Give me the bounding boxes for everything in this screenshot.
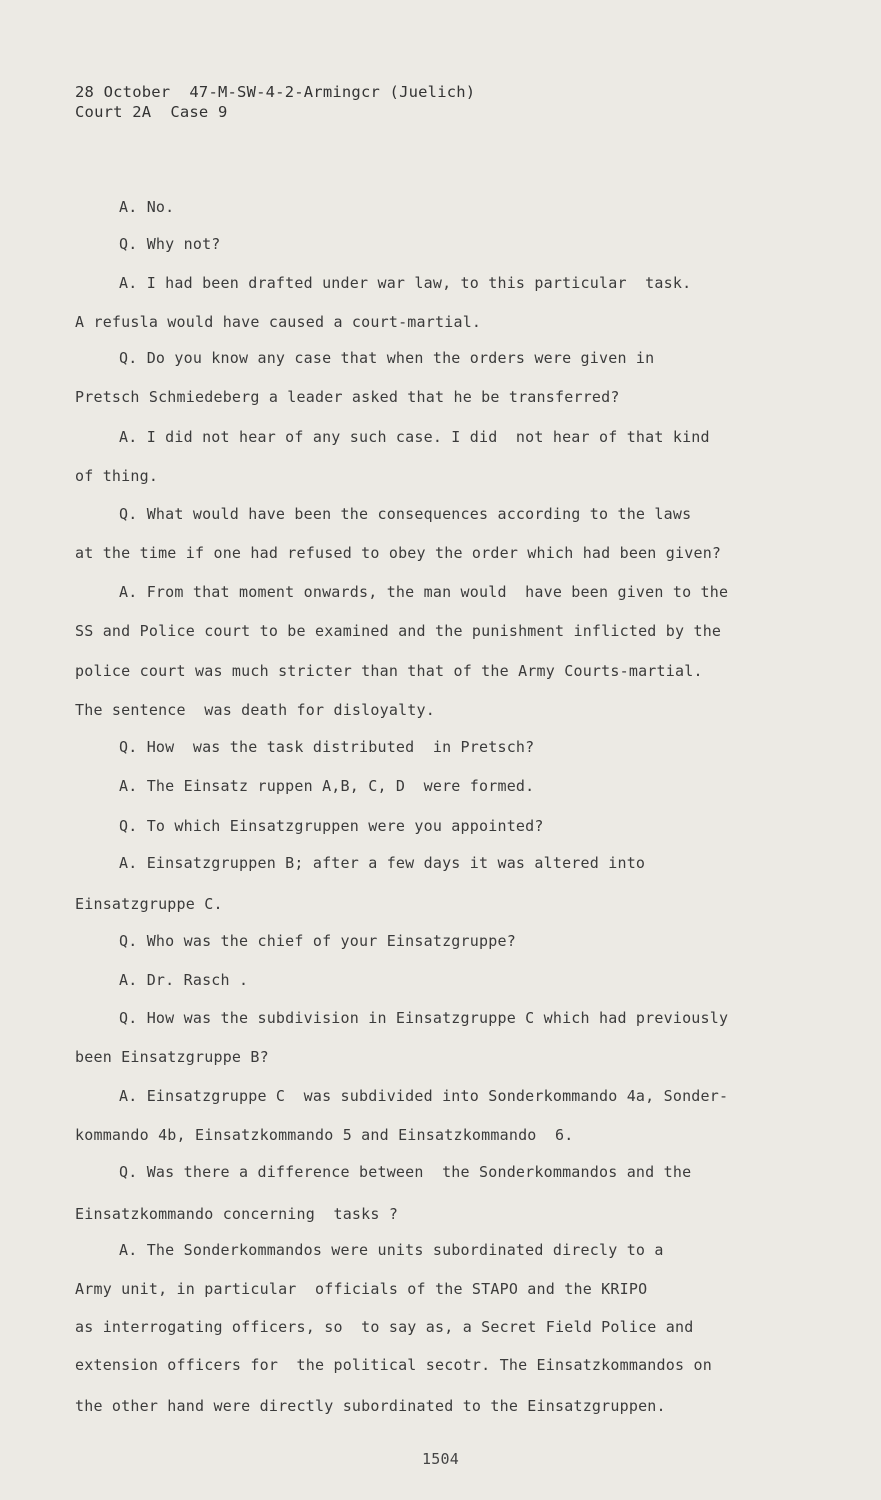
text-line: A. Einsatzgruppe C was subdivided into Sonderkommando 4a, Sonder- — [119, 1087, 729, 1105]
text-line: The sentence was death for disloyalty. — [75, 701, 435, 719]
text-line: Q. Who was the chief of your Einsatzgruppe? — [119, 932, 516, 950]
text-line: A. Einsatzgruppen B; after a few days it was altered into — [119, 854, 646, 872]
text-line: A. From that moment onwards, the man would have been given to the — [119, 583, 729, 601]
text-line: of thing. — [75, 467, 159, 485]
text-line: at the time if one had refused to obey the order which had been given? — [75, 544, 722, 562]
text-line: as interrogating officers, so to say as, a Secret Field Police and — [75, 1318, 694, 1336]
text-line: A. The Sonderkommandos were units subordinated direcly to a — [119, 1241, 664, 1259]
text-line: police court was much stricter than that of the Army Courts-martial. — [75, 662, 703, 680]
text-line: Q. How was the subdivision in Einsatzgruppe C which had previously — [119, 1009, 729, 1027]
text-line: Einsatzgruppe C. — [75, 895, 223, 913]
header-line-court: Court 2A Case 9 — [75, 103, 228, 121]
text-line: Q. How was the task distributed in Pretsch? — [119, 738, 535, 756]
text-line: the other hand were directly subordinated to the Einsatzgruppen. — [75, 1397, 666, 1415]
text-line: Q. What would have been the consequences according to the laws — [119, 505, 692, 523]
text-line: Q. Do you know any case that when the orders were given in — [119, 349, 655, 367]
page-number: 1504 — [422, 1450, 459, 1468]
text-line: A. Dr. Rasch . — [119, 971, 249, 989]
text-line: A. I did not hear of any such case. I did not hear of that kind — [119, 428, 710, 446]
text-line: been Einsatzgruppe B? — [75, 1048, 269, 1066]
header-line-date-case: 28 October 47-M-SW-4-2-Armingcr (Juelich) — [75, 83, 476, 101]
document-header — [75, 82, 475, 122]
text-line: A. I had been drafted under war law, to this particular task. — [119, 274, 692, 292]
text-line: Einsatzkommando concerning tasks ? — [75, 1205, 399, 1223]
text-line: kommando 4b, Einsatzkommando 5 and Einsatzkommando 6. — [75, 1126, 574, 1144]
text-line: extension officers for the political secotr. The Einsatzkommandos on — [75, 1356, 712, 1374]
text-line: Army unit, in particular officials of the STAPO and the KRIPO — [75, 1280, 648, 1298]
text-line: Q. Was there a difference between the Sonderkommandos and the — [119, 1163, 692, 1181]
text-line: Pretsch Schmiedeberg a leader asked that he be transferred? — [75, 388, 620, 406]
text-line: SS and Police court to be examined and the punishment inflicted by the — [75, 622, 722, 640]
text-line: A. No. — [119, 198, 175, 216]
text-line: Q. To which Einsatzgruppen were you appointed? — [119, 817, 544, 835]
text-line: A refusla would have caused a court-martial. — [75, 313, 482, 331]
text-line: A. The Einsatz ruppen A,B, C, D were formed. — [119, 777, 535, 795]
text-line: Q. Why not? — [119, 235, 221, 253]
